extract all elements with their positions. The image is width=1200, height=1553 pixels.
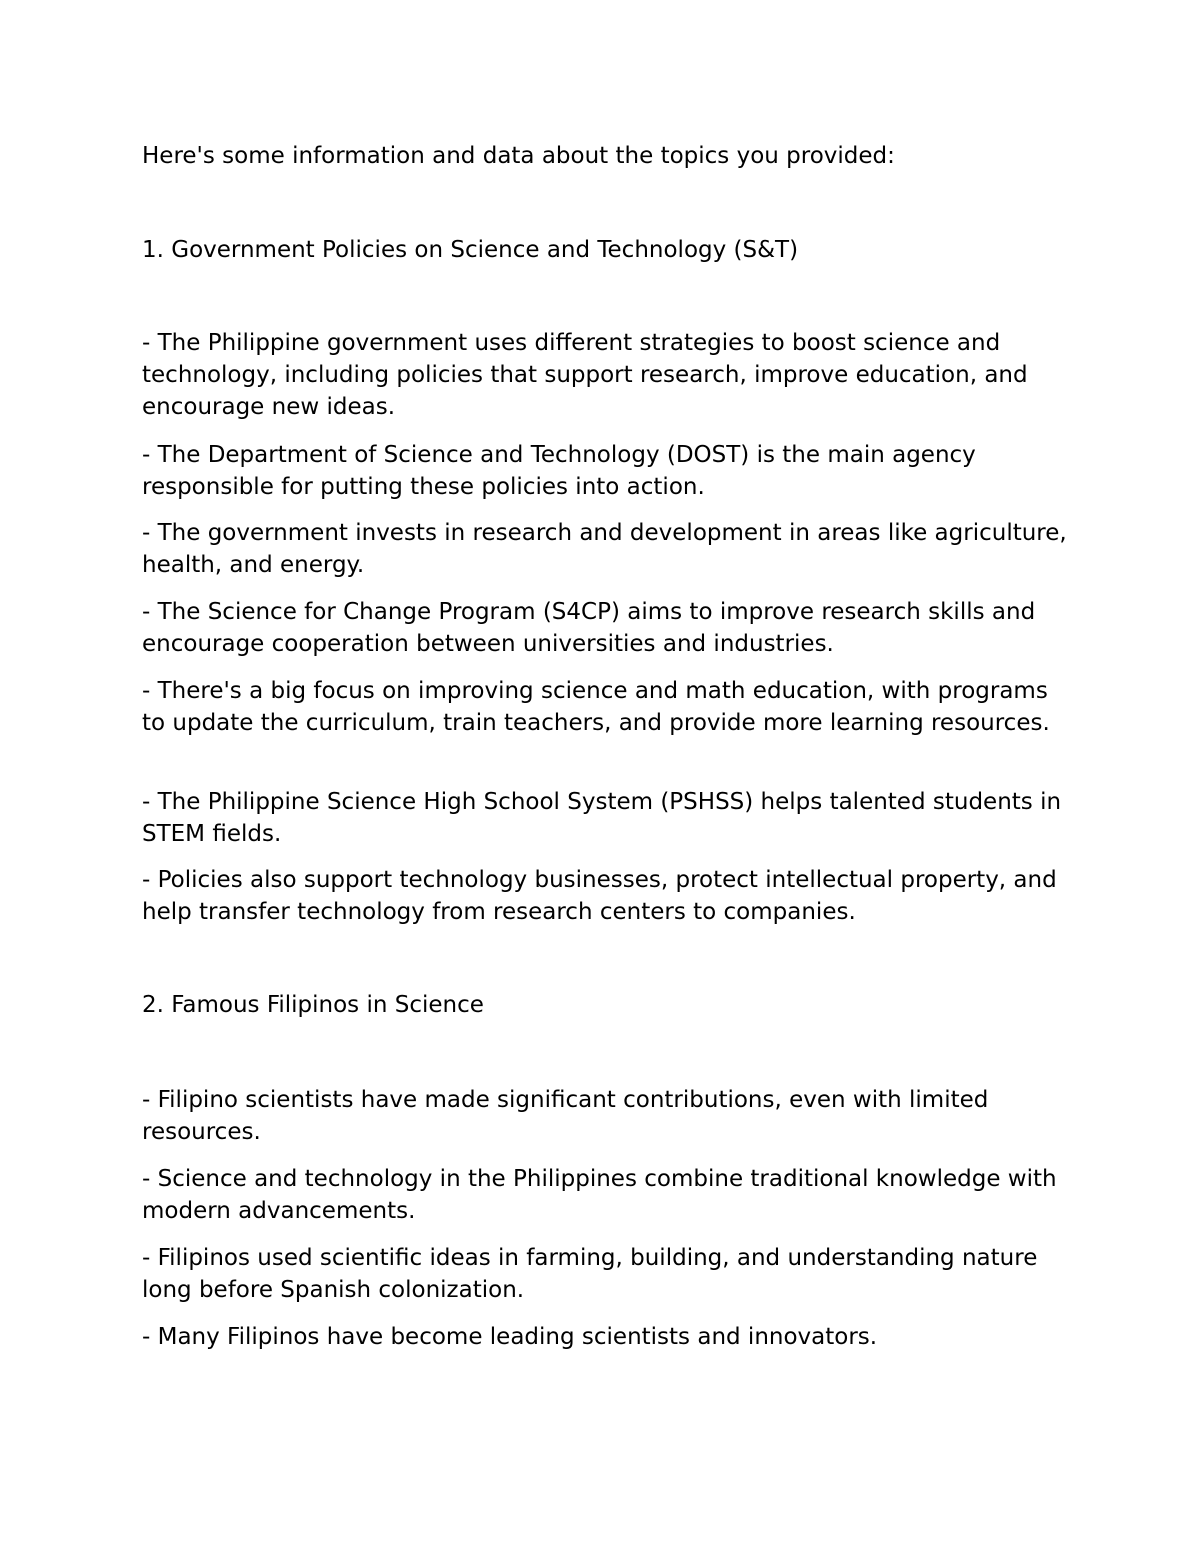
section1-bullet: - The Department of Science and Technology (DOST) is the main agency responsible for putting these policies into action.: [142, 442, 976, 500]
section1-bullet: - Policies also support technology businesses, protect intellectual property, and help transfer technology from research centers to companies.: [142, 867, 1057, 925]
section1-bullet: - The Science for Change Program (S4CP) aims to improve research skills and encourage cooperation between universities and industries.: [142, 599, 1036, 657]
section-heading-famous-filipinos: 2. Famous Filipinos in Science: [142, 992, 484, 1018]
section2-bullet: - Filipino scientists have made significant contributions, even with limited resources.: [142, 1087, 989, 1145]
intro-paragraph: Here's some information and data about the topics you provided:: [142, 143, 895, 169]
section2-bullet: - Filipinos used scientific ideas in farming, building, and understanding nature long before Spanish colonization.: [142, 1245, 1038, 1303]
section2-bullet: - Many Filipinos have become leading scientists and innovators.: [142, 1324, 878, 1350]
section2-bullet: - Science and technology in the Philippines combine traditional knowledge with modern advancements.: [142, 1166, 1057, 1224]
section1-bullet: - The Philippine government uses different strategies to boost science and technology, including policies that support research, improve education, and encourage new ideas.: [142, 330, 1028, 420]
section1-bullet: - The Philippine Science High School System (PSHSS) helps talented students in STEM fields.: [142, 789, 1062, 847]
section1-bullet: - The government invests in research and development in areas like agriculture, health, and energy.: [142, 520, 1067, 578]
section1-bullet: - There's a big focus on improving science and math education, with programs to update the curriculum, train teachers, and provide more learning resources.: [142, 678, 1050, 736]
section-heading-government-policies: 1. Government Policies on Science and Technology (S&T): [142, 237, 799, 263]
